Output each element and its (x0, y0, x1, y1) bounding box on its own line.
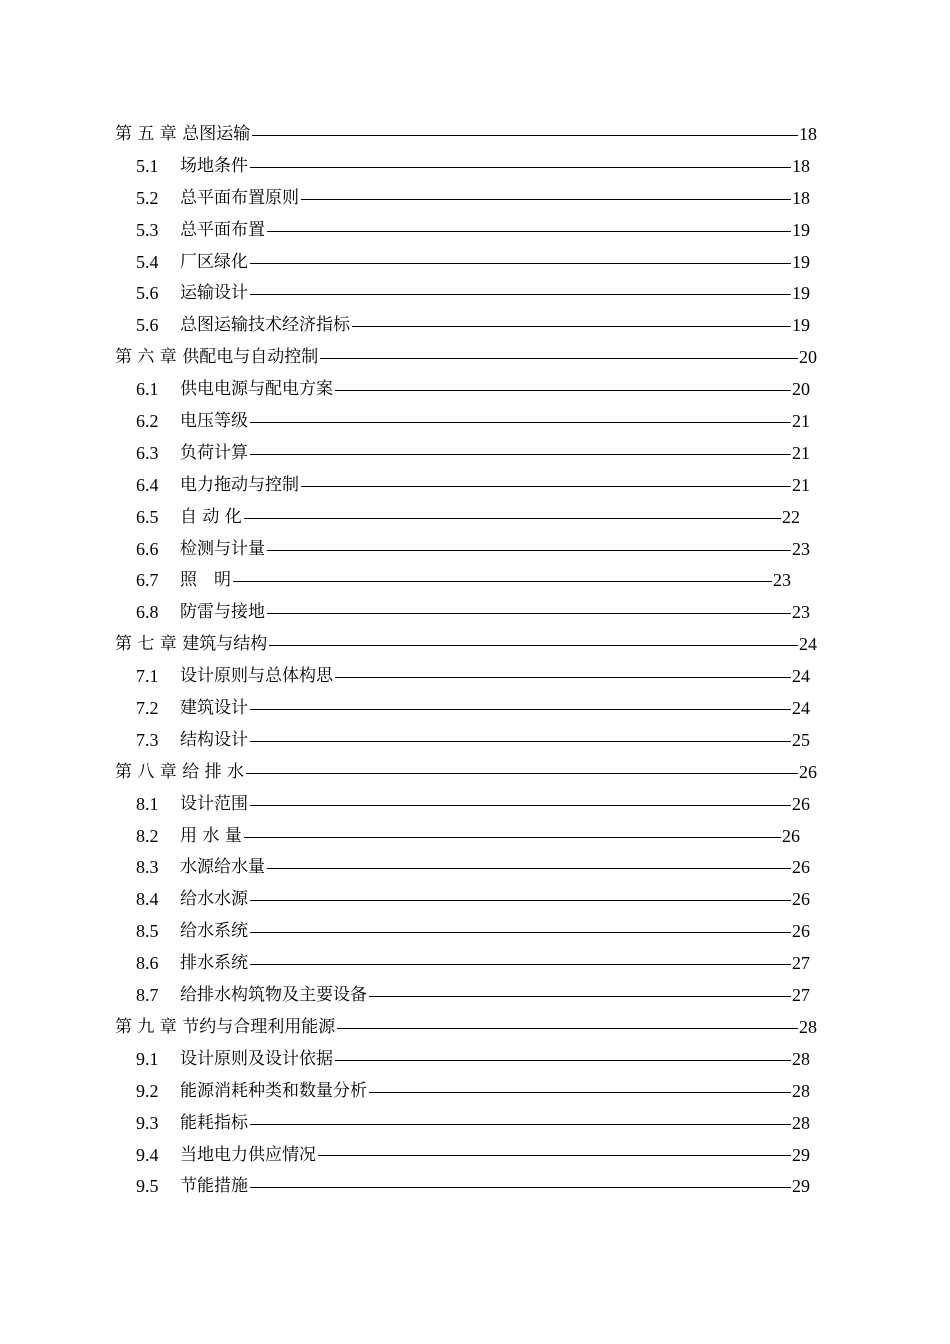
toc-section-number: 5.3 (136, 219, 159, 240)
toc-leader-line (250, 167, 791, 168)
toc-chapter-title: 第 九 章 节约与合理利用能源 (115, 1012, 336, 1044)
toc-page-number: 22 (782, 506, 800, 527)
toc-page-number: 23 (792, 538, 810, 559)
toc-leader-line (369, 996, 791, 997)
toc-section-row (0, 1044, 950, 1076)
toc-section-title: 电力拖动与控制 (180, 470, 300, 502)
toc-section-title: 场地条件 (180, 151, 249, 183)
table-of-contents (0, 119, 950, 1203)
toc-leader-line (250, 741, 791, 742)
toc-leader-line (250, 294, 791, 295)
toc-section-number: 6.8 (136, 602, 159, 623)
toc-section-title: 运输设计 (180, 278, 249, 310)
toc-section-title: 排水系统 (180, 948, 249, 980)
toc-section-title: 设计原则及设计依据 (180, 1044, 334, 1076)
toc-section-title: 建筑设计 (180, 693, 249, 725)
toc-section-title: 用 水 量 (180, 821, 243, 853)
toc-page-number: 23 (773, 570, 791, 591)
toc-section-title: 防雷与接地 (180, 597, 266, 629)
toc-section-title: 给水系统 (180, 916, 249, 948)
toc-page-number: 27 (792, 953, 810, 974)
toc-page-number: 25 (792, 729, 810, 750)
toc-page-number: 26 (792, 921, 810, 942)
toc-page-number: 29 (792, 1176, 810, 1197)
toc-section-row (0, 1108, 950, 1140)
toc-section-number: 6.4 (136, 474, 159, 495)
toc-section-number: 6.6 (136, 538, 159, 559)
toc-leader-line (337, 1028, 798, 1029)
toc-page-number: 19 (792, 315, 810, 336)
toc-leader-line (250, 1124, 791, 1125)
toc-section-row (0, 215, 950, 247)
toc-section-row (0, 789, 950, 821)
toc-section-title: 检测与计量 (180, 534, 266, 566)
toc-section-number: 5.6 (136, 315, 159, 336)
toc-section-number: 8.1 (136, 793, 159, 814)
toc-section-row (0, 151, 950, 183)
toc-page-number: 26 (799, 761, 817, 782)
toc-page-number: 28 (792, 1112, 810, 1133)
toc-page-number: 21 (792, 474, 810, 495)
toc-page-number: 20 (792, 379, 810, 400)
toc-section-row (0, 438, 950, 470)
toc-section-number: 8.2 (136, 825, 159, 846)
toc-section-title: 当地电力供应情况 (180, 1140, 317, 1172)
toc-section-row (0, 948, 950, 980)
toc-page-number: 19 (792, 219, 810, 240)
toc-page-number: 21 (792, 442, 810, 463)
toc-section-row (0, 278, 950, 310)
toc-section-number: 6.7 (136, 570, 159, 591)
toc-leader-line (320, 358, 798, 359)
toc-page-number: 28 (792, 1080, 810, 1101)
toc-leader-line (250, 932, 791, 933)
toc-section-number: 5.6 (136, 283, 159, 304)
toc-section-number: 9.3 (136, 1112, 159, 1133)
toc-section-row (0, 821, 950, 853)
toc-section-title: 自 动 化 (180, 502, 243, 534)
toc-leader-line (244, 837, 781, 838)
toc-page-number: 26 (782, 825, 800, 846)
toc-page-number: 27 (792, 985, 810, 1006)
toc-section-title: 总图运输技术经济指标 (180, 310, 351, 342)
toc-leader-line (250, 454, 791, 455)
toc-section-title: 结构设计 (180, 725, 249, 757)
toc-section-number: 8.7 (136, 985, 159, 1006)
toc-section-row (0, 1076, 950, 1108)
toc-section-row (0, 852, 950, 884)
toc-section-row (0, 693, 950, 725)
toc-page-number: 28 (799, 1016, 817, 1037)
toc-section-row (0, 406, 950, 438)
toc-section-row (0, 884, 950, 916)
toc-section-row (0, 661, 950, 693)
toc-leader-line (250, 1187, 791, 1188)
toc-leader-line (250, 964, 791, 965)
toc-section-row (0, 374, 950, 406)
toc-section-title: 水源给水量 (180, 852, 266, 884)
toc-section-number: 8.5 (136, 921, 159, 942)
toc-section-row (0, 470, 950, 502)
toc-leader-line (267, 550, 791, 551)
toc-section-row (0, 565, 950, 597)
toc-section-row (0, 247, 950, 279)
toc-section-title: 能耗指标 (180, 1108, 249, 1140)
toc-leader-line (250, 805, 791, 806)
toc-section-number: 9.2 (136, 1080, 159, 1101)
toc-leader-line (301, 199, 791, 200)
toc-section-number: 9.4 (136, 1144, 159, 1165)
toc-section-title: 设计原则与总体构思 (180, 661, 334, 693)
toc-section-number: 8.6 (136, 953, 159, 974)
toc-page-number: 26 (792, 793, 810, 814)
toc-section-row (0, 502, 950, 534)
toc-section-row (0, 597, 950, 629)
toc-section-title: 总平面布置 (180, 215, 266, 247)
toc-section-row (0, 183, 950, 215)
toc-chapter-row (0, 1012, 950, 1044)
toc-page-number: 19 (792, 251, 810, 272)
toc-leader-line (250, 709, 791, 710)
toc-leader-line (233, 581, 772, 582)
toc-section-number: 9.5 (136, 1176, 159, 1197)
toc-page-number: 26 (792, 889, 810, 910)
toc-section-row (0, 725, 950, 757)
toc-section-number: 6.3 (136, 442, 159, 463)
toc-section-row (0, 1171, 950, 1203)
toc-page-number: 24 (792, 666, 810, 687)
toc-section-title: 供电电源与配电方案 (180, 374, 334, 406)
toc-section-title: 照 明 (180, 565, 232, 597)
toc-page-number: 26 (792, 857, 810, 878)
toc-leader-line (246, 773, 798, 774)
toc-leader-line (269, 645, 798, 646)
toc-page-number: 29 (792, 1144, 810, 1165)
toc-leader-line (250, 422, 791, 423)
toc-section-number: 6.5 (136, 506, 159, 527)
toc-section-title: 给排水构筑物及主要设备 (180, 980, 368, 1012)
toc-section-number: 7.3 (136, 729, 159, 750)
toc-section-title: 设计范围 (180, 789, 249, 821)
toc-leader-line (335, 1060, 791, 1061)
toc-section-row (0, 1140, 950, 1172)
toc-section-number: 5.4 (136, 251, 159, 272)
toc-section-row (0, 310, 950, 342)
toc-leader-line (244, 518, 781, 519)
toc-page-number: 28 (792, 1048, 810, 1069)
toc-section-title: 节能措施 (180, 1171, 249, 1203)
toc-section-number: 5.1 (136, 155, 159, 176)
toc-section-number: 6.1 (136, 379, 159, 400)
toc-page-number: 23 (792, 602, 810, 623)
toc-chapter-title: 第 五 章 总图运输 (115, 119, 251, 151)
toc-section-row (0, 980, 950, 1012)
toc-leader-line (250, 263, 791, 264)
toc-leader-line (252, 135, 798, 136)
toc-section-title: 给水水源 (180, 884, 249, 916)
toc-chapter-row (0, 342, 950, 374)
toc-page-number: 24 (792, 698, 810, 719)
toc-leader-line (335, 677, 791, 678)
toc-leader-line (352, 326, 791, 327)
toc-section-number: 5.2 (136, 187, 159, 208)
toc-section-number: 8.3 (136, 857, 159, 878)
toc-leader-line (250, 900, 791, 901)
toc-leader-line (369, 1092, 791, 1093)
toc-chapter-row (0, 757, 950, 789)
toc-section-title: 电压等级 (180, 406, 249, 438)
toc-leader-line (267, 868, 791, 869)
toc-section-title: 厂区绿化 (180, 247, 249, 279)
toc-chapter-title: 第 七 章 建筑与结构 (115, 629, 268, 661)
toc-leader-line (267, 231, 791, 232)
toc-section-number: 7.1 (136, 666, 159, 687)
toc-page-number: 18 (799, 124, 817, 144)
toc-page-number: 18 (792, 187, 810, 208)
toc-leader-line (335, 390, 791, 391)
toc-chapter-title: 第 八 章 给 排 水 (115, 757, 245, 789)
toc-page-number: 21 (792, 411, 810, 432)
toc-chapter-row (0, 629, 950, 661)
toc-section-number: 8.4 (136, 889, 159, 910)
toc-section-title: 能源消耗种类和数量分析 (180, 1076, 368, 1108)
toc-section-title: 负荷计算 (180, 438, 249, 470)
toc-section-row (0, 916, 950, 948)
toc-chapter-row (0, 119, 950, 151)
toc-chapter-title: 第 六 章 供配电与自动控制 (115, 342, 319, 374)
toc-page-number: 20 (799, 347, 817, 368)
toc-leader-line (267, 613, 791, 614)
toc-leader-line (301, 486, 791, 487)
toc-page-number: 24 (799, 634, 817, 655)
toc-section-number: 6.2 (136, 411, 159, 432)
toc-section-number: 7.2 (136, 698, 159, 719)
toc-section-number: 9.1 (136, 1048, 159, 1069)
toc-page-number: 19 (792, 283, 810, 304)
toc-section-title: 总平面布置原则 (180, 183, 300, 215)
toc-section-row (0, 534, 950, 566)
toc-page-number: 18 (792, 155, 810, 176)
toc-leader-line (318, 1155, 791, 1156)
